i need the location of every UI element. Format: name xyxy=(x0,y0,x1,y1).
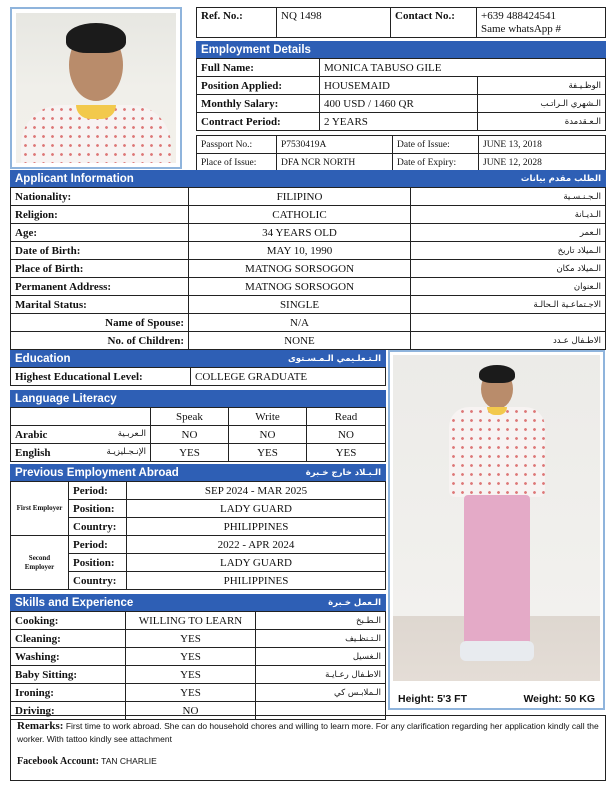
dob-arabic: الـميلاد تاريخ xyxy=(411,242,606,260)
english-write: YES xyxy=(229,444,307,462)
marital-arabic: الاجـتماعـية الـحالـة xyxy=(411,296,606,314)
previous-employment-header xyxy=(10,464,386,481)
spouse-label: Name of Spouse: xyxy=(11,314,189,332)
education-label: Highest Educational Level: xyxy=(11,368,191,386)
remarks-label: Remarks: xyxy=(17,720,64,732)
nationality-arabic: الـجـنـسـية xyxy=(411,188,606,206)
skills-header xyxy=(10,594,386,611)
ironing-value: YES xyxy=(126,684,256,702)
address-arabic: الـعنوان xyxy=(411,278,606,296)
spouse-arabic-empty xyxy=(411,314,606,332)
first-employer-label: First Employer xyxy=(11,482,69,536)
pob-value: MATNOG SORSOGON xyxy=(189,260,411,278)
expiry-label: Date of Expiry: xyxy=(393,154,479,172)
expiry-value: JUNE 12, 2028 xyxy=(479,154,606,172)
passport-value: P7530419A xyxy=(277,136,393,154)
applicant-section xyxy=(10,170,606,350)
contact-label: Contact No.: xyxy=(391,8,477,38)
country-label: Country: xyxy=(69,518,127,536)
age-value: 34 YEARS OLD xyxy=(189,224,411,242)
cleaning-arabic: الـتـنظـيف xyxy=(256,630,386,648)
children-arabic: الاطـفال عـدد xyxy=(411,332,606,350)
applicant-table xyxy=(10,187,606,350)
baby-sitting-label: Baby Sitting: xyxy=(11,666,126,684)
skills-title-arabic: الـعمل خـبرة xyxy=(328,597,381,608)
language-corner xyxy=(11,408,151,426)
cv-page xyxy=(6,4,606,782)
employment-details-header xyxy=(196,41,606,58)
education-header xyxy=(10,350,386,367)
washing-arabic: الـغسيل xyxy=(256,648,386,666)
employment-details-title: Employment Details xyxy=(201,43,311,56)
period-label: Period: xyxy=(69,482,127,500)
first-period: SEP 2024 - MAR 2025 xyxy=(127,482,386,500)
cooking-label: Cooking: xyxy=(11,612,126,630)
body-measurements xyxy=(390,693,603,705)
second-employer-label: Second Employer xyxy=(11,536,69,590)
applicant-title: Applicant Information xyxy=(15,172,134,185)
salary-label: Monthly Salary: xyxy=(197,95,320,113)
religion-arabic: الـديـانة xyxy=(411,206,606,224)
issue-date-label: Date of Issue: xyxy=(393,136,479,154)
ironing-arabic: الـملابـس كي xyxy=(256,684,386,702)
remarks-text: First time to work abroad. She can do household chores and willing to learn more. For any clarification regarding her application kindly call the worker. With tattoo kindly see attachment xyxy=(17,721,599,744)
ref-contact-table xyxy=(196,7,606,38)
dob-label: Date of Birth: xyxy=(11,242,189,260)
facebook-line xyxy=(17,755,599,768)
height-text: Height: 5'3 FT xyxy=(398,693,467,705)
position-label: Position Applied: xyxy=(197,77,320,95)
arabic-read: NO xyxy=(307,426,386,444)
position-label: Position: xyxy=(69,554,127,572)
country-label: Country: xyxy=(69,572,127,590)
language-table xyxy=(10,407,386,462)
first-country: PHILIPPINES xyxy=(127,518,386,536)
pob-arabic: الـميلاد مكان xyxy=(411,260,606,278)
issue-date-value: JUNE 13, 2018 xyxy=(479,136,606,154)
facebook-value: TAN CHARLIE xyxy=(101,756,157,766)
spouse-value: N/A xyxy=(189,314,411,332)
arabic-lang-arabic: الـعربـية xyxy=(117,428,146,439)
education-title-arabic: الـتـعلـيمي الـمـسـتوى xyxy=(287,353,381,364)
passport-label: Passport No.: xyxy=(197,136,277,154)
applicant-header xyxy=(10,170,606,187)
facebook-label: Facebook Account: xyxy=(17,756,99,767)
english-lang-label: English xyxy=(15,446,51,459)
speak-header: Speak xyxy=(151,408,229,426)
weight-text: Weight: 50 KG xyxy=(523,693,595,705)
first-position: LADY GUARD xyxy=(127,500,386,518)
english-lang-cell xyxy=(11,444,151,462)
ref-value: NQ 1498 xyxy=(277,8,391,38)
position-arabic: الوظـيـفة xyxy=(478,77,606,95)
children-label: No. of Children: xyxy=(11,332,189,350)
ironing-label: Ironing: xyxy=(11,684,126,702)
religion-value: CATHOLIC xyxy=(189,206,411,224)
contract-arabic: الـعـقدمدة xyxy=(478,113,606,131)
previous-employment-title-arabic: الـبـلاد خارج خـبرة xyxy=(305,467,381,478)
full-body-photo xyxy=(393,355,600,681)
education-title: Education xyxy=(15,352,71,365)
remarks-box xyxy=(10,715,606,781)
contact-note: Same whatsApp # xyxy=(481,23,562,35)
washing-value: YES xyxy=(126,648,256,666)
arabic-write: NO xyxy=(229,426,307,444)
marital-label: Marital Status: xyxy=(11,296,189,314)
arabic-speak: NO xyxy=(151,426,229,444)
employment-details-block xyxy=(196,7,606,172)
read-header: Read xyxy=(307,408,386,426)
baby-sitting-value: YES xyxy=(126,666,256,684)
arabic-lang-cell xyxy=(11,426,151,444)
arabic-lang-label: Arabic xyxy=(15,428,48,441)
salary-arabic: الـشهري الـراتـب xyxy=(478,95,606,113)
contact-value: +639 488424541 xyxy=(481,10,556,22)
nationality-label: Nationality: xyxy=(11,188,189,206)
skills-title: Skills and Experience xyxy=(15,596,134,609)
write-header: Write xyxy=(229,408,307,426)
nationality-value: FILIPINO xyxy=(189,188,411,206)
religion-label: Religion: xyxy=(11,206,189,224)
contract-label: Contract Period: xyxy=(197,113,320,131)
previous-employment-table xyxy=(10,481,386,590)
cooking-value: WILLING TO LEARN xyxy=(126,612,256,630)
cooking-arabic: الـطـبخ xyxy=(256,612,386,630)
employment-table xyxy=(196,58,606,131)
address-label: Permanent Address: xyxy=(11,278,189,296)
marital-value: SINGLE xyxy=(189,296,411,314)
age-label: Age: xyxy=(11,224,189,242)
dob-value: MAY 10, 1990 xyxy=(189,242,411,260)
language-header xyxy=(10,390,386,407)
left-column xyxy=(10,350,386,720)
ref-label: Ref. No.: xyxy=(197,8,277,38)
headshot-photo xyxy=(10,7,182,169)
baby-sitting-arabic: الاطـفال رعـايـة xyxy=(256,666,386,684)
age-arabic: الـعمر xyxy=(411,224,606,242)
salary-value: 400 USD / 1460 QR xyxy=(320,95,478,113)
english-lang-arabic: الإنـجـليزيـة xyxy=(106,446,146,457)
full-body-photo-frame xyxy=(388,350,605,710)
driving-value: NO xyxy=(126,702,256,720)
second-country: PHILIPPINES xyxy=(127,572,386,590)
full-name-label: Full Name: xyxy=(197,59,320,77)
language-title: Language Literacy xyxy=(15,392,117,405)
address-value: MATNOG SORSOGON xyxy=(189,278,411,296)
washing-label: Washing: xyxy=(11,648,126,666)
remarks-paragraph xyxy=(17,720,599,746)
second-period: 2022 - APR 2024 xyxy=(127,536,386,554)
english-speak: YES xyxy=(151,444,229,462)
applicant-title-arabic: الطلب مقدم بيانات xyxy=(520,173,601,184)
second-position: LADY GUARD xyxy=(127,554,386,572)
period-label: Period: xyxy=(69,536,127,554)
children-value: NONE xyxy=(189,332,411,350)
education-value: COLLEGE GRADUATE xyxy=(191,368,386,386)
education-table xyxy=(10,367,386,386)
cleaning-label: Cleaning: xyxy=(11,630,126,648)
driving-label: Driving: xyxy=(11,702,126,720)
position-label: Position: xyxy=(69,500,127,518)
previous-employment-title: Previous Employment Abroad xyxy=(15,466,179,479)
contract-value: 2 YEARS xyxy=(320,113,478,131)
passport-table xyxy=(196,135,606,172)
place-issue-label: Place of Issue: xyxy=(197,154,277,172)
pob-label: Place of Birth: xyxy=(11,260,189,278)
place-issue-value: DFA NCR NORTH xyxy=(277,154,393,172)
contact-cell xyxy=(477,8,606,38)
skills-table xyxy=(10,611,386,720)
full-name-value: MONICA TABUSO GILE xyxy=(320,59,606,77)
cleaning-value: YES xyxy=(126,630,256,648)
english-read: YES xyxy=(307,444,386,462)
position-value: HOUSEMAID xyxy=(320,77,478,95)
